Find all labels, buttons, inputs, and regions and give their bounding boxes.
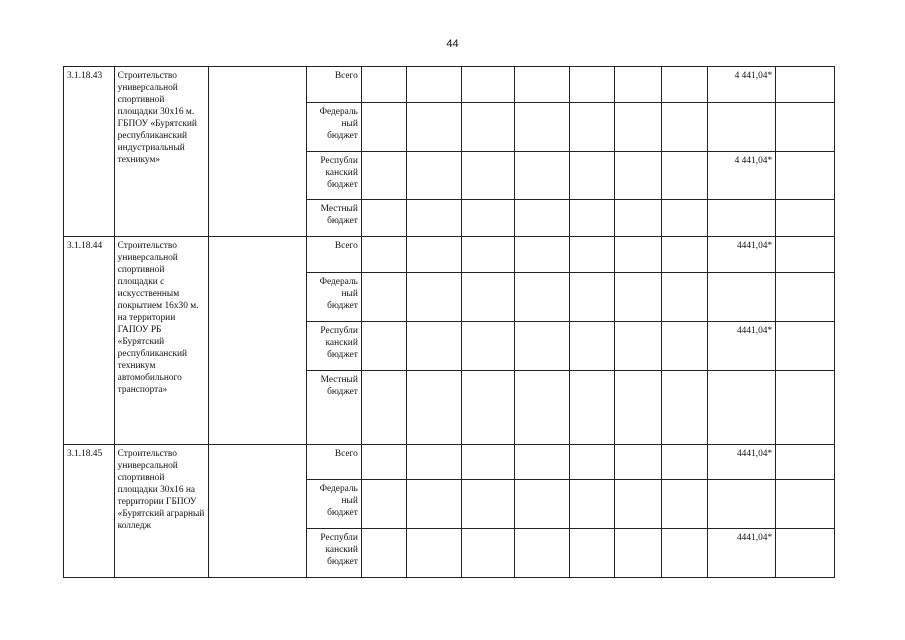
republic-value: 4441,04* [708, 322, 776, 371]
republic-value: 4 441,04* [708, 152, 776, 200]
table-cell [661, 273, 708, 322]
table-cell [661, 237, 708, 273]
table-row [64, 67, 835, 103]
table-cell [462, 480, 515, 529]
source-federal-label: Федераль ный бюджет [307, 273, 362, 322]
table-cell [776, 529, 835, 578]
source-total-label: Всего [307, 237, 362, 273]
table-cell [615, 322, 662, 371]
table-cell [514, 273, 569, 322]
table-cell [776, 152, 835, 200]
table-cell [462, 237, 515, 273]
table-cell [569, 322, 615, 371]
table-cell [361, 273, 407, 322]
table-cell [776, 67, 835, 103]
table-cell [407, 67, 462, 103]
table-cell [661, 529, 708, 578]
entry-name: Строительство универсальной спортивной площадки 30х16 м. ГБПОУ «Бурятский республиканский индустриальный техникум» [114, 67, 208, 237]
table-cell [615, 200, 662, 237]
table-cell [776, 273, 835, 322]
table-cell [776, 200, 835, 237]
table-cell [208, 237, 306, 445]
table-cell [208, 445, 306, 578]
federal-value [708, 273, 776, 322]
entry-code: 3.1.18.44 [64, 237, 115, 445]
table-cell [776, 237, 835, 273]
table-cell [569, 273, 615, 322]
table-cell [615, 529, 662, 578]
table-cell [361, 529, 407, 578]
table-cell [462, 200, 515, 237]
total-value: 4441,04* [708, 237, 776, 273]
table-cell [569, 237, 615, 273]
total-value: 4441,04* [708, 445, 776, 480]
table-cell [661, 480, 708, 529]
table-cell [462, 445, 515, 480]
table-cell [661, 103, 708, 152]
table-cell [569, 371, 615, 445]
table-cell [615, 371, 662, 445]
table-cell [407, 322, 462, 371]
local-value [708, 371, 776, 445]
table-cell [361, 200, 407, 237]
table-cell [361, 322, 407, 371]
local-value [708, 200, 776, 237]
table-cell [514, 371, 569, 445]
table-cell [361, 67, 407, 103]
total-value: 4 441,04* [708, 67, 776, 103]
table-cell [615, 103, 662, 152]
table-cell [776, 322, 835, 371]
table-cell [615, 152, 662, 200]
table-cell [407, 371, 462, 445]
source-local-label: Местный бюджет [307, 200, 362, 237]
table-cell [615, 480, 662, 529]
table-cell [361, 445, 407, 480]
table-cell [361, 480, 407, 529]
source-republic-label: Республи канский бюджет [307, 322, 362, 371]
source-federal-label: Федераль ный бюджет [307, 103, 362, 152]
table-cell [407, 152, 462, 200]
table-cell [661, 322, 708, 371]
table-cell [407, 237, 462, 273]
federal-value [708, 480, 776, 529]
federal-value [708, 103, 776, 152]
budget-table [63, 66, 835, 578]
table-cell [776, 480, 835, 529]
table-cell [462, 529, 515, 578]
table-cell [615, 273, 662, 322]
table-cell [407, 273, 462, 322]
table-cell [514, 445, 569, 480]
source-total-label: Всего [307, 67, 362, 103]
source-republic-label: Республи канский бюджет [307, 152, 362, 200]
table-cell [615, 445, 662, 480]
table-cell [569, 152, 615, 200]
table-cell [661, 200, 708, 237]
entry-code: 3.1.18.45 [64, 445, 115, 578]
table-cell [514, 67, 569, 103]
table-cell [514, 529, 569, 578]
table-cell [462, 371, 515, 445]
table-cell [361, 103, 407, 152]
table-cell [514, 152, 569, 200]
table-cell [208, 67, 306, 237]
table-cell [407, 529, 462, 578]
table-cell [514, 322, 569, 371]
table-cell [615, 237, 662, 273]
table-cell [569, 445, 615, 480]
table-cell [462, 273, 515, 322]
table-cell [407, 200, 462, 237]
table-cell [407, 445, 462, 480]
entry-code: 3.1.18.43 [64, 67, 115, 237]
table-cell [615, 67, 662, 103]
table-cell [514, 200, 569, 237]
table-cell [361, 371, 407, 445]
table-cell [661, 371, 708, 445]
entry-name: Строительство универсальной спортивной площадки с искусственным покрытием 16х30 м. на территории ГАПОУ РБ «Бурятский республиканский техникум автомобильного транспорта» [114, 237, 208, 445]
table-cell [514, 480, 569, 529]
table-cell [407, 103, 462, 152]
table-cell [462, 322, 515, 371]
page-number: 44 [446, 38, 459, 50]
table-cell [569, 67, 615, 103]
table-cell [776, 103, 835, 152]
table-row [64, 237, 835, 273]
table-cell [661, 445, 708, 480]
entry-name: Строительство универсальной спортивной площадки 30х16 на территории ГБПОУ «Бурятский аграрный колледж [114, 445, 208, 578]
source-total-label: Всего [307, 445, 362, 480]
table-row [64, 445, 835, 480]
table-cell [569, 200, 615, 237]
table-cell [462, 103, 515, 152]
table-cell [776, 445, 835, 480]
table-cell [361, 152, 407, 200]
table-cell [776, 371, 835, 445]
table-cell [462, 152, 515, 200]
table-cell [569, 103, 615, 152]
source-republic-label: Республи канский бюджет [307, 529, 362, 578]
table-cell [661, 67, 708, 103]
table-cell [569, 480, 615, 529]
table-cell [361, 237, 407, 273]
source-federal-label: Федераль ный бюджет [307, 480, 362, 529]
table-cell [569, 529, 615, 578]
source-local-label: Местный бюджет [307, 371, 362, 445]
table-cell [407, 480, 462, 529]
table-cell [462, 67, 515, 103]
table-cell [514, 237, 569, 273]
table-cell [661, 152, 708, 200]
republic-value: 4441,04* [708, 529, 776, 578]
table-cell [514, 103, 569, 152]
